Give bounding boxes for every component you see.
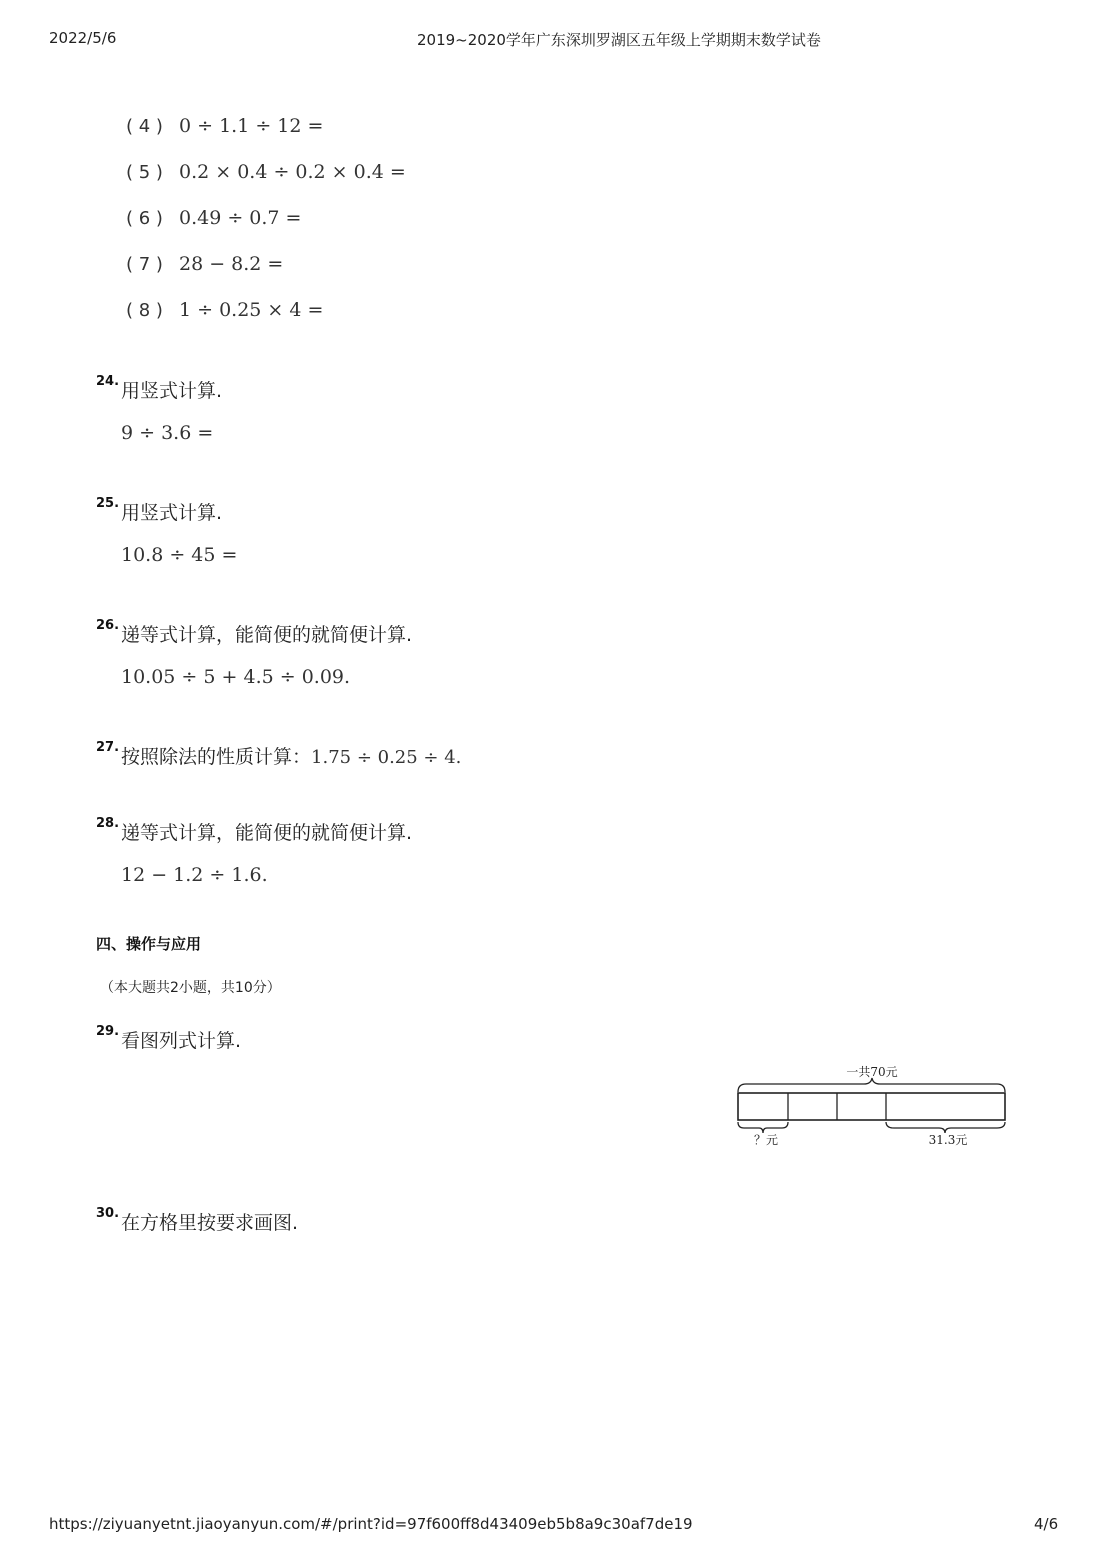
q23-item (126, 299, 323, 321)
segment-diagram (728, 1060, 1018, 1155)
q23-item (126, 207, 301, 229)
item-tag: ( 4 ) (126, 116, 163, 137)
item-tag: ( 6 ) (126, 208, 163, 229)
item-tag: ( 8 ) (126, 300, 163, 321)
top-brace (738, 1078, 1005, 1092)
right-brace (886, 1122, 1005, 1133)
question-text: 用竖式计算. (121, 380, 223, 402)
item-expression: 1 ÷ 0.25 × 4 = (179, 299, 324, 321)
question-number: 25. (96, 496, 120, 511)
item-expression: 0.2 × 0.4 ÷ 0.2 × 0.4 = (179, 161, 406, 183)
question-text: 看图列式计算. (121, 1030, 242, 1052)
question-number: 30. (96, 1206, 120, 1221)
question-expression: 12 − 1.2 ÷ 1.6. (121, 864, 268, 886)
question-text: 在方格里按要求画图. (121, 1212, 299, 1234)
print-date: 2022/5/6 (49, 29, 117, 47)
document-title: 2019~2020学年广东深圳罗湖区五年级上学期期末数学试卷 (417, 31, 821, 49)
item-expression: 0 ÷ 1.1 ÷ 12 = (179, 115, 324, 137)
section-title: 四、操作与应用 (96, 935, 202, 953)
item-tag: ( 5 ) (126, 162, 163, 183)
q23-item (126, 161, 406, 183)
question-text: 递等式计算，能简便的就简便计算. (121, 822, 413, 844)
question-number: 27. (96, 740, 120, 755)
q23-item (126, 253, 283, 275)
page-number: 4/6 (1034, 1515, 1059, 1533)
item-tag: ( 7 ) (126, 254, 163, 275)
total-label: 一共70元 (846, 1065, 898, 1079)
section-note: （本大题共2小题，共10分） (100, 980, 281, 996)
question-expression: 10.8 ÷ 45 = (121, 544, 238, 566)
question-text: 用竖式计算. (121, 502, 223, 524)
question-text (121, 742, 461, 769)
question-number: 28. (96, 816, 120, 831)
page-url: https://ziyuanyetnt.jiaoyanyun.com/#/print?id=97f600ff8d43409eb5b8a9c30af7de19 (49, 1515, 693, 1533)
question-expression: 9 ÷ 3.6 = (121, 422, 214, 444)
question-number: 29. (96, 1024, 120, 1039)
question-text: 递等式计算，能简便的就简便计算. (121, 624, 413, 646)
left-label: ？元 (753, 1133, 779, 1147)
item-expression: 28 − 8.2 = (179, 253, 284, 275)
question-expression: 1.75 ÷ 0.25 ÷ 4. (311, 747, 462, 768)
question-text-main: 按照除法的性质计算： (121, 746, 312, 768)
q23-item (126, 115, 323, 137)
question-expression: 10.05 ÷ 5 + 4.5 ÷ 0.09. (121, 666, 351, 688)
bar-outline (738, 1093, 1005, 1120)
right-label: 31.3元 (928, 1133, 968, 1147)
question-number: 24. (96, 374, 120, 389)
item-expression: 0.49 ÷ 0.7 = (179, 207, 302, 229)
left-brace (738, 1122, 788, 1133)
question-number: 26. (96, 618, 120, 633)
